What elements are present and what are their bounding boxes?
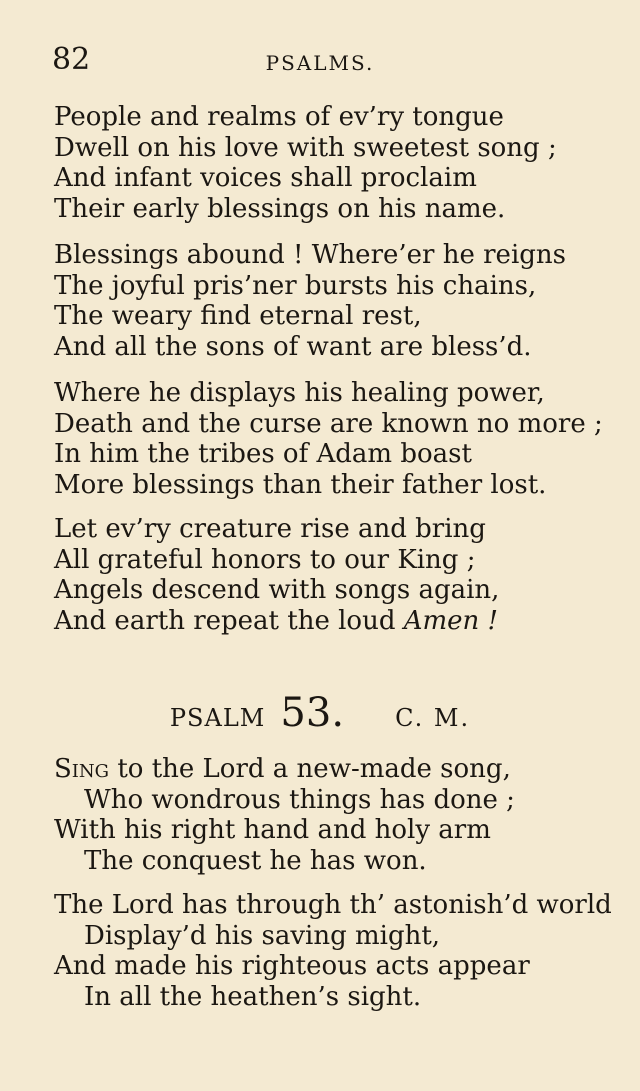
page-number: 82 (52, 42, 91, 77)
verse-line: People and realms of ev’ry tongue (54, 102, 504, 132)
verse-line: All grateful honors to our King ; (54, 544, 476, 575)
verse-line: The joyful pris’ner bursts his chains, (54, 270, 537, 301)
psalm-stanza-2 (54, 890, 614, 1012)
verse-line: Blessings abound ! Where’er he reigns (54, 240, 566, 270)
verse-line: Where he displays his healing power, (54, 378, 545, 408)
verse-line: Death and the curse are known no more ; (54, 408, 603, 439)
verse-line: And all the sons of want are bless’d. (54, 331, 532, 362)
verse-line: Their early blessings on his name. (54, 193, 506, 224)
psalm-word: PSALM (169, 704, 266, 732)
psalm-stanza-1 (54, 754, 614, 876)
verse-line: And made his righteous acts appear (54, 951, 530, 982)
stanza-4 (54, 514, 614, 636)
verse-line: And infant voices shall proclaim (54, 163, 477, 194)
verse-line: Angels descend with songs again, (54, 575, 500, 606)
stanza-1 (54, 102, 614, 224)
verse-line (54, 754, 614, 785)
psalm-number: 53. (280, 690, 345, 736)
stanza-3 (54, 378, 614, 500)
initial-word: Sing (54, 754, 110, 784)
verse-line: With his right hand and holy arm (54, 815, 491, 846)
verse-line: Display’d his saving might, (84, 920, 441, 951)
verse-line: In all the heathen’s sight. (84, 981, 422, 1012)
psalm-heading (0, 690, 640, 736)
amen-italic: Amen ! (403, 605, 499, 636)
verse-line (54, 606, 614, 637)
verse-line: The weary find eternal rest, (54, 301, 422, 332)
verse-line: Let ev’ry creature rise and bring (54, 514, 486, 544)
verse-line: The conquest he has won. (84, 845, 427, 876)
verse-line-text: to the Lord a new-made song, (109, 754, 511, 784)
stanza-2 (54, 240, 614, 362)
running-head: PSALMS. (265, 51, 375, 75)
psalm-meter: C. M. (395, 704, 471, 732)
verse-line: Dwell on his love with sweetest song ; (54, 132, 557, 163)
verse-line: More blessings than their father lost. (54, 469, 547, 500)
verse-line-text: And earth repeat the loud (54, 605, 404, 636)
verse-line: In him the tribes of Adam boast (54, 439, 472, 470)
verse-line: The Lord has through th’ astonish’d world (54, 890, 612, 920)
verse-line: Who wondrous things has done ; (84, 784, 515, 815)
